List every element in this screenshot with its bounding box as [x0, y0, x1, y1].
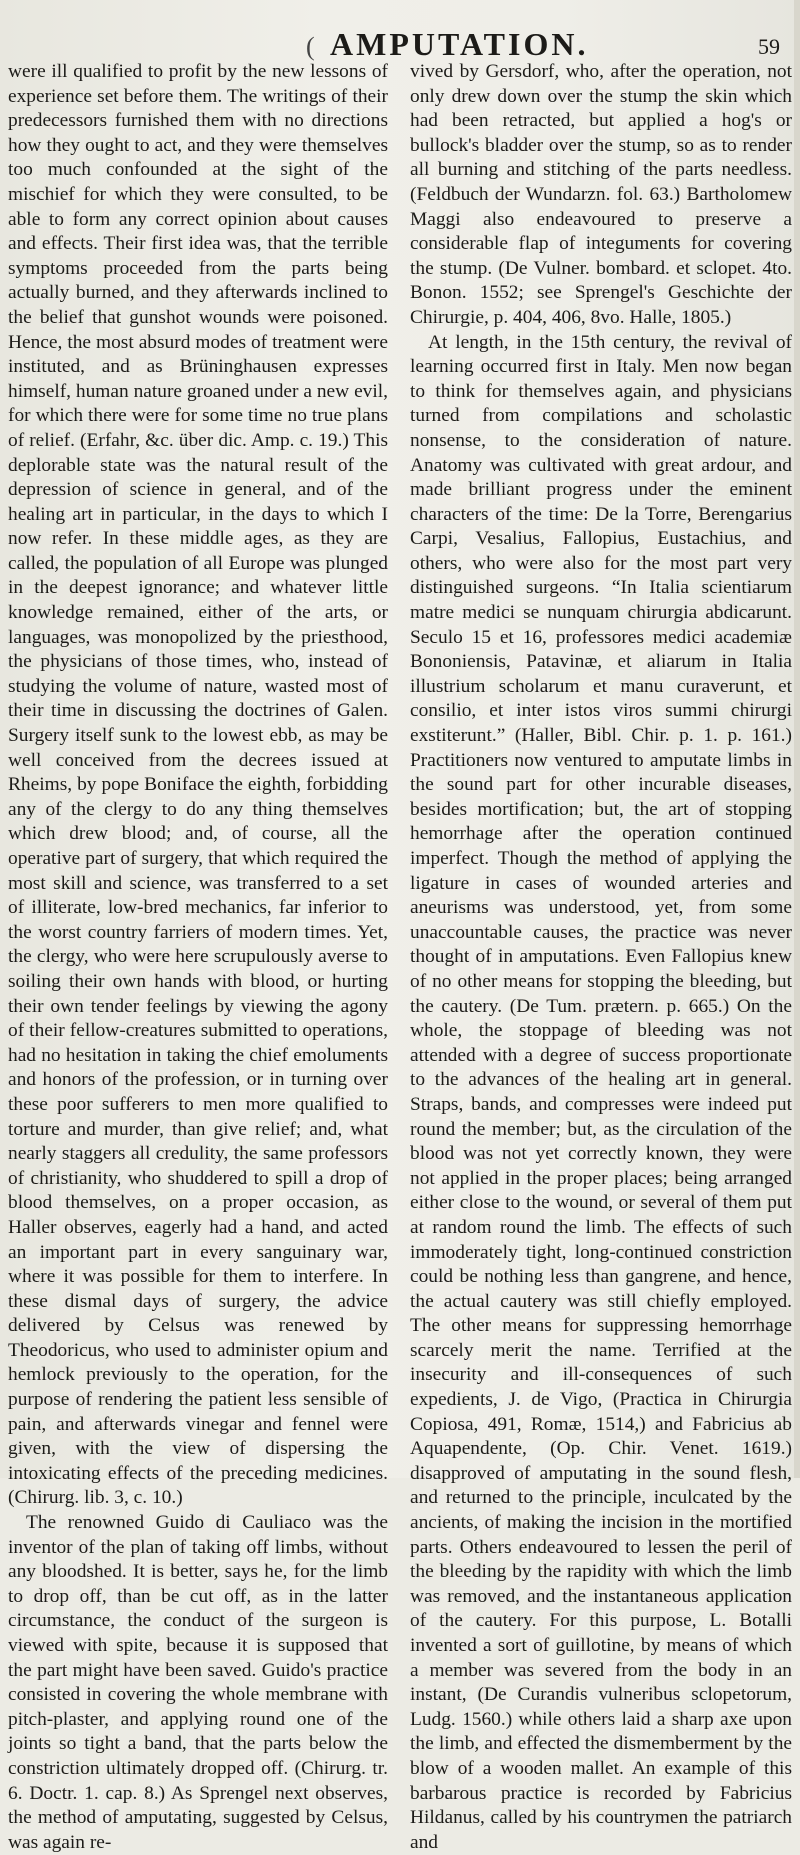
bracket-mark: ( — [306, 32, 315, 61]
right-paragraph-1: vived by Gersdorf, who, after the operation, not only drew down over the stump the skin which had been retracted, but applied a hog's or bullock's bladder over the stump, so as to render all burning and stitching of the parts needless. (Feldbuch der Wundarzn. fol. 63.) Bartholomew Maggi also endeavoured to preserve a considerable flap of integuments for covering the stump. (De Vulner. bombard. et sclopet. 4to. Bonon. 1552; see Sprengel's Geschichte der Chirurgie, p. 404, 406, 8vo. Halle, 1805.) — [410, 61, 792, 328]
left-paragraph-2: The renowned Guido di Cauliaco was the inventor of the plan of taking off limbs, without any bloodshed. It is better, says he, for the limb to drop off, than be cut off, as in the latter circumstance, the conduct of the surgeon is viewed with spite, because it is supposed that the part might have been saved. Guido's practice consisted in covering the whole membrane with pitch-plaster, and applying round one of the joints so tight a band, that the parts below the constriction ultimately dropped off. (Chirurg. tr. 6. Doctr. 1. cap. 8.) As Sprengel next observes, the method of amputating, suggested by Celsus, was again re- — [8, 1512, 388, 1853]
right-paragraph-2: At length, in the 15th century, the revival of learning occurred first in Italy. Men now began to think for themselves again, and physicians turned from compilations and scholastic nonsense, to the consideration of nature. Anatomy was cultivated with great ardour, and made brilliant progress under the eminent characters of the time: De la Torre, Berengarius Carpi, Vesalius, Fallopius, Eustachius, and others, who were also for the most part very distinguished surgeons. “In Italia scientiarum matre medici se nunquam chirurgia abdicarunt. Seculo 15 et 16, professores medici academiæ Bononiensis, Patavinæ, et aliarum in Italia illustrium scholarum et manu curaverunt, et consilio, et inter istos viros summi chirurgi exstiterunt.” (Haller, Bibl. Chir. p. 1. p. 161.) Practitioners now ventured to amputate limbs in the sound part for other incurable diseases, besides mortification; but, the art of stopping hemorrhage after the operation continued imperfect. Though the method of applying the ligature in cases of wounded arteries and aneurisms was understood, yet, from some unaccountable causes, the practice was never thought of in amputations. Even Fallopius knew of no other means for stopping the bleeding, but the cautery. (De Tum. prætern. p. 665.) On the whole, the stoppage of bleeding was not attended with a degree of success proportionate to the advances of the healing art in general. Straps, bands, and compresses were indeed put round the member; but, as the circulation of the blood was not yet correctly known, they were not applied in the proper places; being arranged either close to the wound, or several of them put at random round the limb. The effects of such immoderately tight, long-continued constriction could be nothing less than gangrene, and hence, the actual cautery was still chiefly employed. The other means for suppressing hemorrhage scarcely merit the name. Terrified at the insecurity and ill-consequences of such expedients, J. de Vigo, (Practica in Chirurgia Copiosa, 491, Romæ, 1514,) and Fabricius ab Aquapendente, (Op. Chir. Venet. 1619.) disapproved of amputating in the sound flesh, and returned to the principle, inculcated by the ancients, of making the incision in the mortified parts. Others endeavoured to lessen the peril of the bleeding by the rapidity with which the limb was removed, and the instantaneous application of the cautery. For this purpose, L. Botalli invented a sort of guillotine, by means of which a member was severed from the body in an instant, (De Curandis vulneribus sclopetorum, Ludg. 1560.) while others laid a sharp axe upon the limb, and effected the dismemberment by the blow of a wooden mallet. An example of this barbarous practice is recorded by Fabricius Hildanus, called by his countrymen the patriarch and — [410, 331, 792, 1853]
page-number: 59 — [758, 34, 780, 59]
right-column — [410, 60, 792, 1855]
running-title: AMPUTATION. — [330, 26, 589, 62]
page-edge — [794, 0, 800, 1478]
left-column — [8, 60, 388, 1855]
left-paragraph-1: were ill qualified to profit by the new lessons of experience set before them. The writings of their predecessors furnished them with no directions how they ought to act, and they were themselves too much confounded at the sight of the mischief for which they were consulted, to be able to form any correct opinion about causes and effects. Their first idea was, that the terrible symptoms proceeded from the parts being actually burned, and they afterwards inclined to the belief that gunshot wounds were poisoned. Hence, the most absurd modes of treatment were instituted, and as Brüninghausen expresses himself, human nature groaned under a new evil, for which there were for some time no true plans of relief. (Erfahr, &c. über dic. Amp. c. 19.) This deplorable state was the natural result of the depression of science in general, and of the healing art in particular, in the days to which I now refer. In these middle ages, as they are called, the population of all Europe was plunged in the deepest ignorance; and whatever little knowledge remained, either of the arts, or languages, was monopolized by the priesthood, the physicians of those times, who, instead of studying the volume of nature, wasted most of their time in discussing the doctrines of Galen. Surgery itself sunk to the lowest ebb, as may be well conceived from the decrees issued at Rheims, by pope Boniface the eighth, forbidding any of the clergy to do any thing themselves which drew blood; and, of course, all the operative part of surgery, that which required the most skill and science, was transferred to a set of illiterate, low-bred mechanics, far inferior to the worst country farriers of modern times. Yet, the clergy, who were here scrupulously averse to soiling their own hands with blood, or hurting their own tender feelings by viewing the agony of their fellow-creatures submitted to operations, had no hesitation in taking the chief emoluments and honors of the profession, or in turning over these poor sufferers to men more qualified to torture and murder, than give relief; and, what nearly staggers all credulity, the same professors of christianity, who shuddered to spill a drop of blood themselves, on a proper occasion, as Haller observes, eagerly had a hand, and acted an important part in every sanguinary war, where it was possible for them to interfere. In these dismal days of surgery, the advice delivered by Celsus was renewed by Theodoricus, who used to administer opium and hemlock previously to the operation, for the purpose of rendering the patient less sensible of pain, and afterwards vinegar and fennel were given, with the view of dispersing the intoxicating effects of the preceding medicines. (Chirurg. lib. 3, c. 10.) — [8, 61, 388, 1509]
page-header — [0, 12, 800, 60]
